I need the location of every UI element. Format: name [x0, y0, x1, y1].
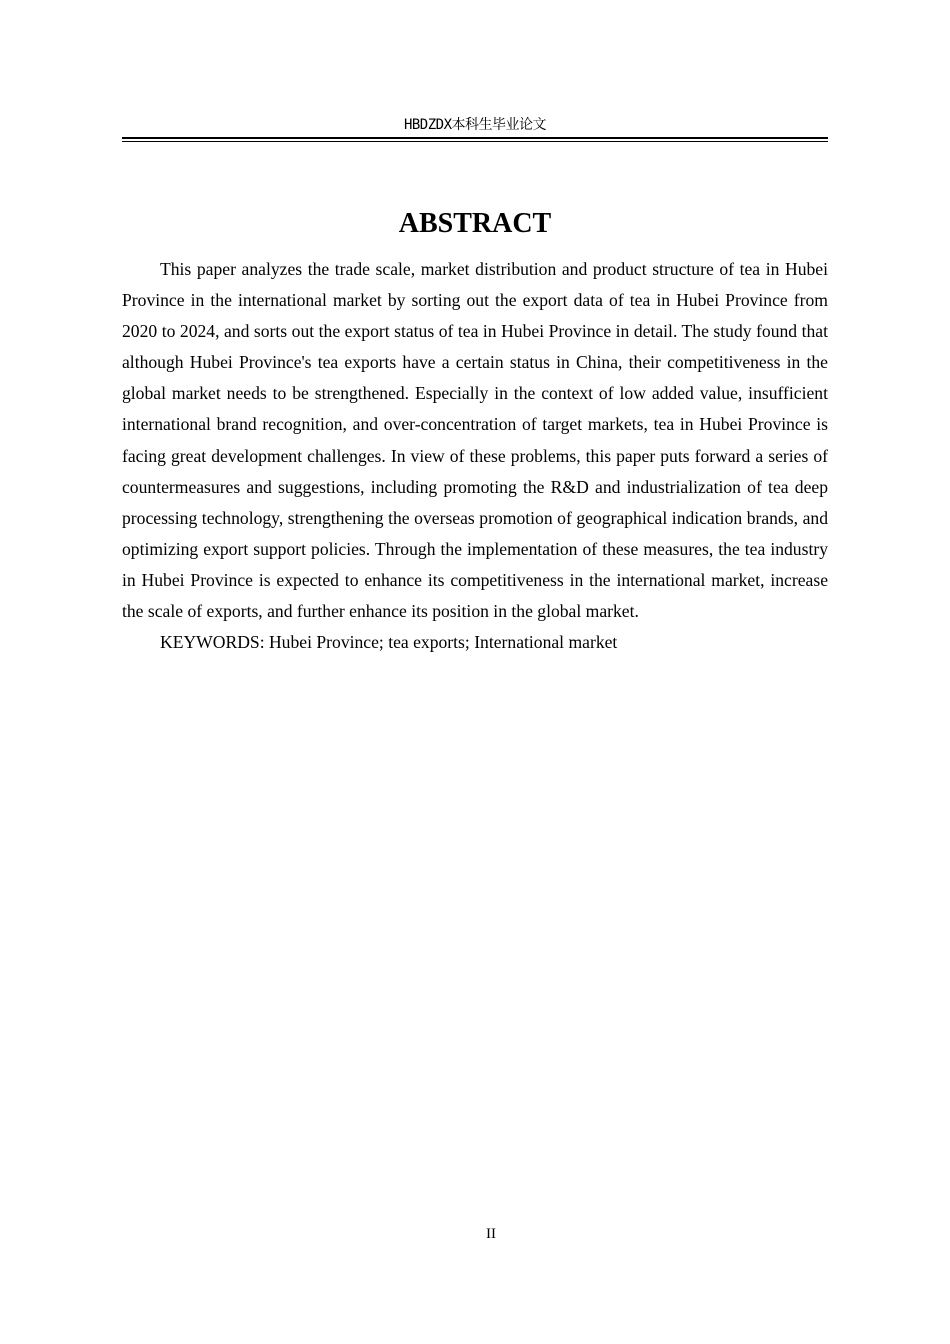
header-double-rule: [122, 137, 828, 142]
page-number: II: [486, 1226, 496, 1242]
abstract-paragraph: This paper analyzes the trade scale, market distribution and product structure of tea in Hubei Province in the international market by sorting out the export data of tea in Hubei Province from 2020 to 2024, and sorts out the export status of tea in Hubei Province in detail. The study found that although Hubei Province's tea exports have a certain status in China, their competitiveness in the global market needs to be strengthened. Especially in the context of low added value, insufficient international brand recognition, and over-concentration of target markets, tea in Hubei Province is facing great development challenges. In view of these problems, this paper puts forward a series of countermeasures and suggestions, including promoting the R&D and industrialization of tea deep processing technology, strengthening the overseas promotion of geographical indication brands, and optimizing export support policies. Through the implementation of these measures, the tea industry in Hubei Province is expected to enhance its competitiveness in the international market, increase the scale of exports, and further enhance its position in the global market.: [122, 259, 828, 622]
running-header: HBDZDX本科生毕业论文: [403, 117, 547, 133]
keywords-line: KEYWORDS: Hubei Province; tea exports; International market: [160, 632, 618, 653]
abstract-title: ABSTRACT: [398, 207, 552, 239]
abstract-body: [122, 254, 828, 658]
